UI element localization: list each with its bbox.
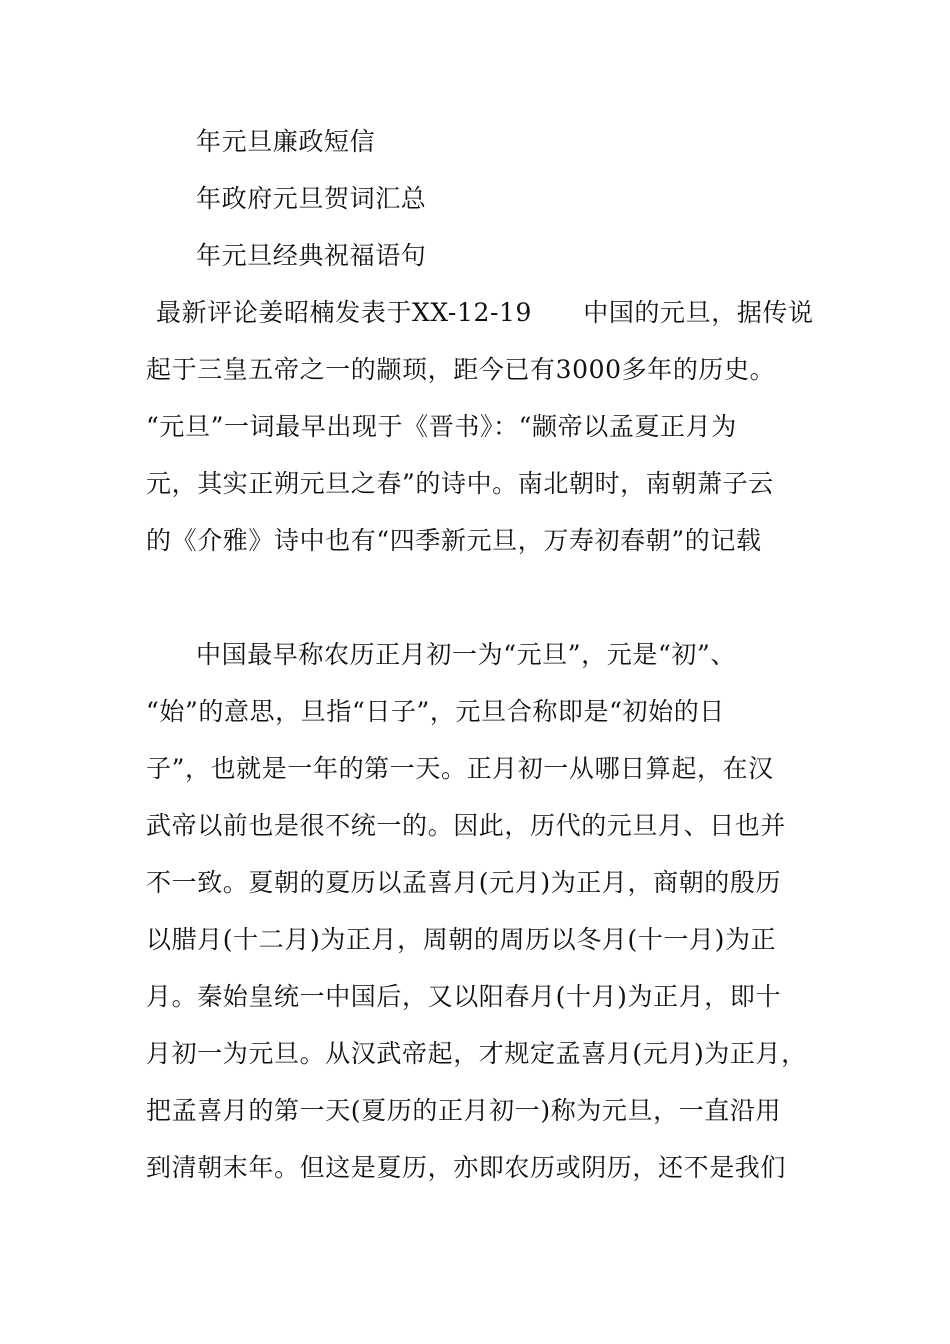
related-link-1[interactable]: 年元旦廉政短信 — [196, 127, 376, 156]
related-link-2[interactable]: 年政府元旦贺词汇总 — [196, 184, 427, 213]
related-link-3[interactable]: 年元旦经典祝福语句 — [196, 241, 427, 270]
paragraph1-line-4: 元，其实正朔元旦之春”的诗中。南北朝时，南朝萧子云 — [146, 469, 774, 498]
paragraph2-line-8: 月初一为元旦。从汉武帝起，才规定孟喜月(元月)为正月， — [146, 1039, 807, 1068]
paragraph2-line-1: 中国最早称农历正月初一为“元旦”，元是“初”、 — [196, 640, 736, 669]
paragraph2-line-5: 不一致。夏朝的夏历以孟喜月(元月)为正月，商朝的殷历 — [146, 868, 782, 897]
paragraph1-line-5: 的《介雅》诗中也有“四季新元旦，万寿初春朝”的记载 — [146, 526, 762, 555]
paragraph2-line-6: 以腊月(十二月)为正月，周朝的周历以冬月(十一月)为正 — [146, 925, 777, 954]
paragraph1-line-3: “元旦”一词最早出现于《晋书》：“颛帝以孟夏正月为 — [146, 412, 737, 441]
paragraph2-line-7: 月。秦始皇统一中国后，又以阳春月(十月)为正月，即十 — [146, 982, 782, 1011]
paragraph2-line-2: “始”的意思，旦指“日子”，元旦合称即是“初始的日 — [146, 697, 725, 726]
paragraph2-line-9: 把孟喜月的第一天(夏历的正月初一)称为元旦，一直沿用 — [146, 1096, 782, 1125]
paragraph2-line-3: 子”，也就是一年的第一天。正月初一从哪日算起，在汉 — [146, 754, 774, 783]
paragraph1-line-2: 起于三皇五帝之一的颛顼，距今已有3000多年的历史。 — [146, 355, 776, 384]
paragraph2-line-10: 到清朝末年。但这是夏历，亦即农历或阴历，还不是我们 — [146, 1153, 787, 1182]
paragraph1-line-1: 最新评论姜昭楠发表于XX-12-19 中国的元旦，据传说 — [156, 298, 814, 327]
paragraph2-line-4: 武帝以前也是很不统一的。因此，历代的元旦月、日也并 — [146, 811, 787, 840]
